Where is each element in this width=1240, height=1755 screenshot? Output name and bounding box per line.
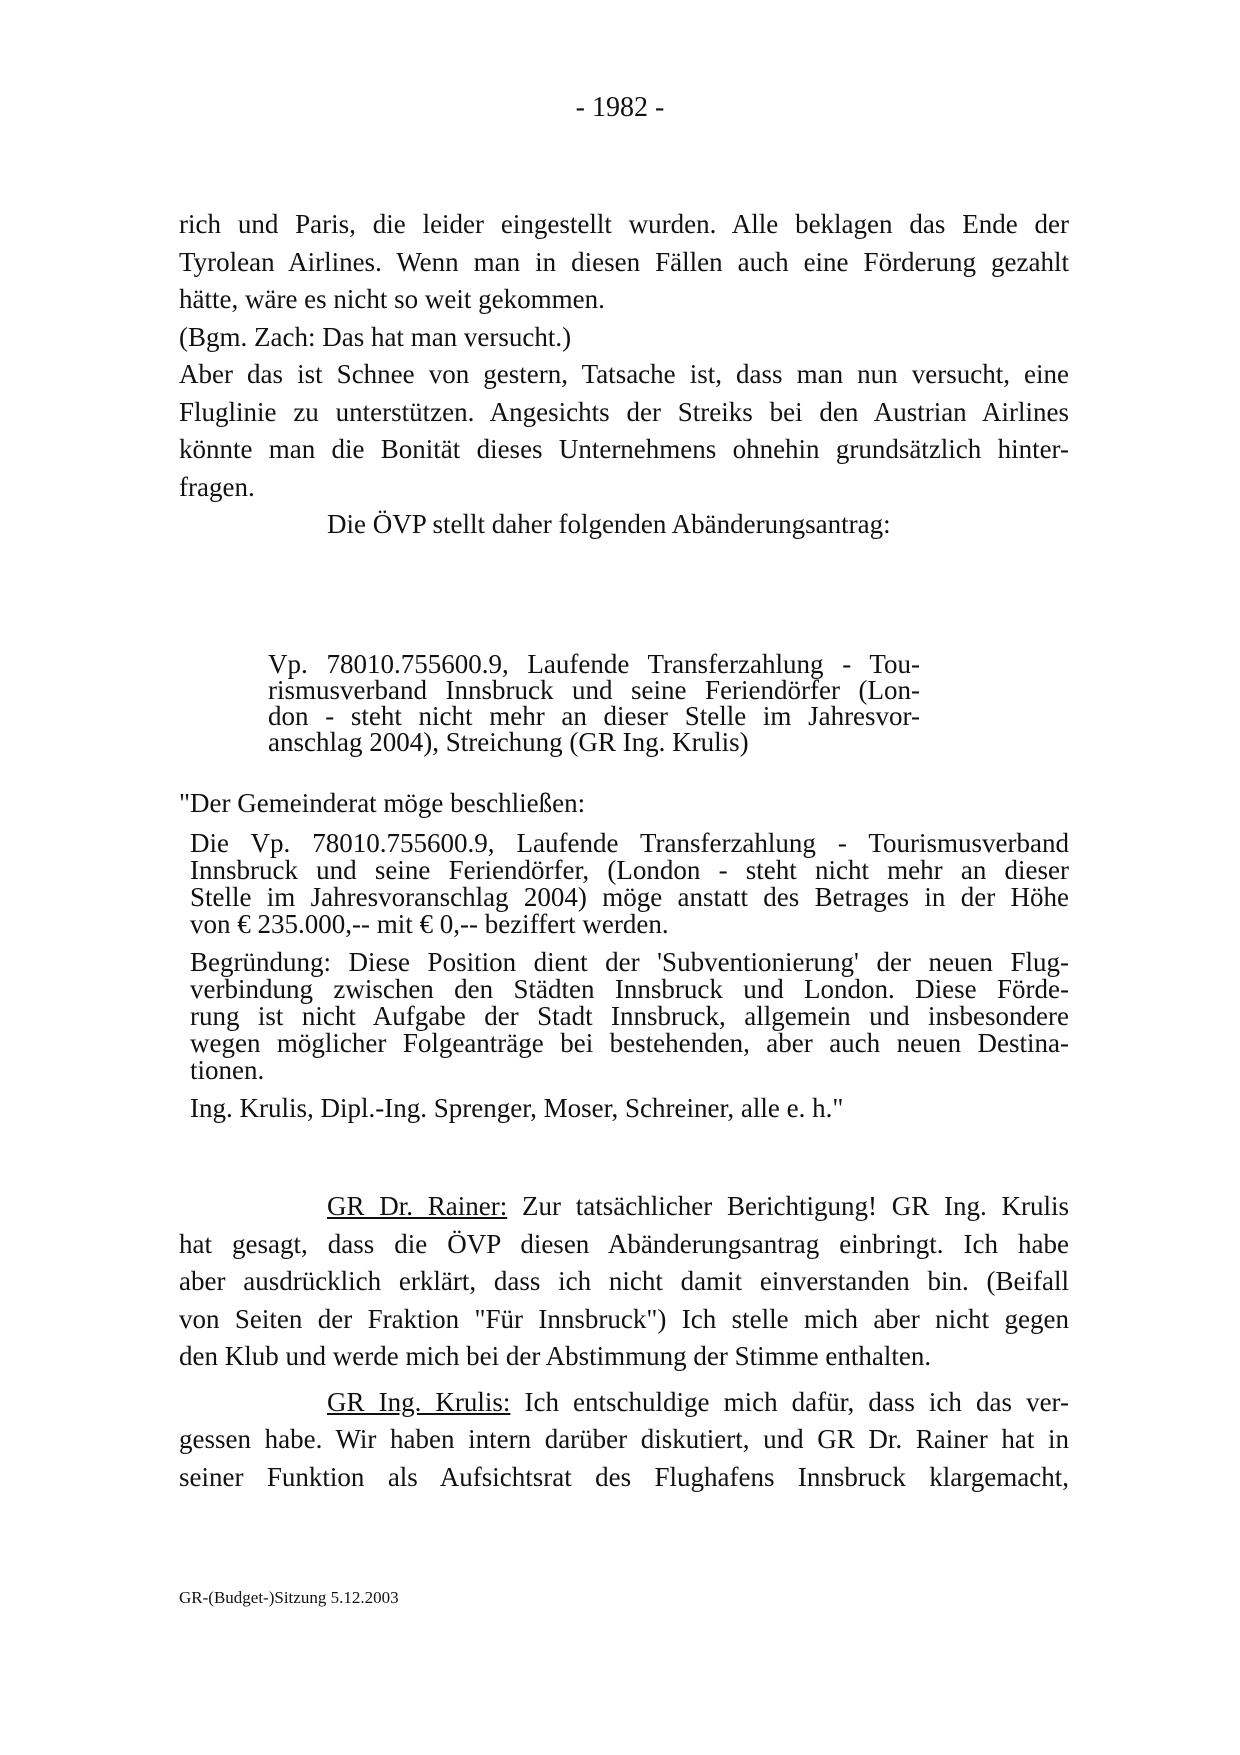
speaker-name: GR Dr. Rainer: bbox=[327, 1191, 508, 1221]
motion-intro-text: Die ÖVP stellt daher folgenden Abänderungsantrag: bbox=[327, 509, 891, 539]
justification-line: tionen. bbox=[190, 1055, 265, 1085]
speech-line: aber ausdrücklich erklärt, dass ich nicht damit einverstanden bin. (Beifall bbox=[179, 1266, 1069, 1296]
budget-item-line: Vp. 78010.755600.9, Laufende Transferzahlung - Tou- bbox=[268, 649, 920, 679]
signatures: Ing. Krulis, Dipl.-Ing. Sprenger, Moser, Schreiner, alle e. h." bbox=[190, 1093, 844, 1123]
speech-line: hat gesagt, dass die ÖVP diesen Abänderungsantrag einbringt. Ich habe bbox=[179, 1228, 1069, 1259]
speech-first-line bbox=[179, 1188, 1069, 1226]
resolution-text bbox=[190, 830, 1069, 1133]
justification-line: Begründung: Diese Position dient der 'Subventionierung' der neuen Flug- bbox=[190, 947, 1069, 977]
speech-line: von Seiten der Fraktion "Für Innsbruck") Ich stelle mich aber nicht gegen bbox=[179, 1303, 1069, 1334]
resolution-paragraph bbox=[190, 830, 1069, 938]
text-line: hätte, wäre es nicht so weit gekommen. bbox=[179, 284, 605, 314]
resolution-line: Die Vp. 78010.755600.9, Laufende Transferzahlung - Tourismusverband bbox=[190, 828, 1069, 858]
speech-line: seiner Funktion als Aufsichtsrat des Flughafens Innsbruck klargemacht, bbox=[179, 1461, 1069, 1492]
page-footer: GR-(Budget-)Sitzung 5.12.2003 bbox=[179, 1588, 399, 1607]
motion-intro bbox=[179, 506, 1069, 543]
speech-line: gessen habe. Wir haben intern darüber diskutiert, und GR Dr. Rainer hat in bbox=[179, 1424, 1069, 1454]
body-text-bottom bbox=[179, 1188, 1069, 1504]
speech-first-line bbox=[179, 1384, 1069, 1422]
speech-text: Ich entschuldige mich dafür, dass ich das ver- bbox=[524, 1386, 1069, 1417]
justification-line: verbindung zwischen den Städten Innsbruck und London. Diese Förde- bbox=[190, 974, 1069, 1004]
text-line: Fluglinie zu unterstützen. Angesichts der Streiks bei den Austrian Airlines bbox=[179, 396, 1069, 427]
text-line: könnte man die Bonität dieses Unternehmens ohnehin grundsätzlich hinter- bbox=[179, 434, 1069, 464]
speech-rainer bbox=[179, 1188, 1069, 1376]
speech-line: den Klub und werde mich bei der Abstimmung der Stimme enthalten. bbox=[179, 1341, 932, 1371]
speaker-name: GR Ing. Krulis: bbox=[327, 1386, 511, 1417]
budget-item-line: don - steht nicht mehr an dieser Stelle im Jahresvor- bbox=[268, 701, 920, 731]
budget-item-line: anschlag 2004), Streichung (GR Ing. Krulis) bbox=[268, 727, 749, 757]
text-line: Tyrolean Airlines. Wenn man in diesen Fällen auch eine Förderung gezahlt bbox=[179, 246, 1069, 277]
speech-text: Zur tatsächlicher Berichtigung! GR Ing. Krulis bbox=[522, 1191, 1070, 1221]
resolution-line: Stelle im Jahresvoranschlag 2004) möge anstatt des Betrages in der Höhe bbox=[190, 882, 1069, 912]
budget-item bbox=[268, 651, 920, 755]
page-number: - 1982 - bbox=[575, 92, 665, 123]
resolution-line: Innsbruck und seine Feriendörfer, (London - steht nicht mehr an dieser bbox=[190, 855, 1069, 885]
body-text-top bbox=[179, 206, 1069, 506]
justification-line: rung ist nicht Aufgabe der Stadt Innsbruck, allgemein und insbesondere bbox=[190, 1001, 1069, 1031]
interjection: (Bgm. Zach: Das hat man versucht.) bbox=[179, 321, 572, 352]
budget-item-line: rismusverband Innsbruck und seine Feriendörfer (Lon- bbox=[268, 675, 920, 705]
text-line: fragen. bbox=[179, 471, 255, 502]
justification-paragraph bbox=[190, 949, 1069, 1084]
speech-krulis bbox=[179, 1384, 1069, 1497]
text-line: Aber das ist Schnee von gestern, Tatsache ist, dass man nun versucht, eine bbox=[179, 359, 1069, 389]
resolution-intro: "Der Gemeinderat möge beschließen: bbox=[179, 788, 586, 818]
resolution-line: von € 235.000,-- mit € 0,-- beziffert werden. bbox=[190, 909, 669, 939]
text-line: rich und Paris, die leider eingestellt wurden. Alle beklagen das Ende der bbox=[179, 209, 1069, 239]
justification-line: wegen möglicher Folgeanträge bei bestehenden, aber auch neuen Destina- bbox=[190, 1028, 1069, 1058]
